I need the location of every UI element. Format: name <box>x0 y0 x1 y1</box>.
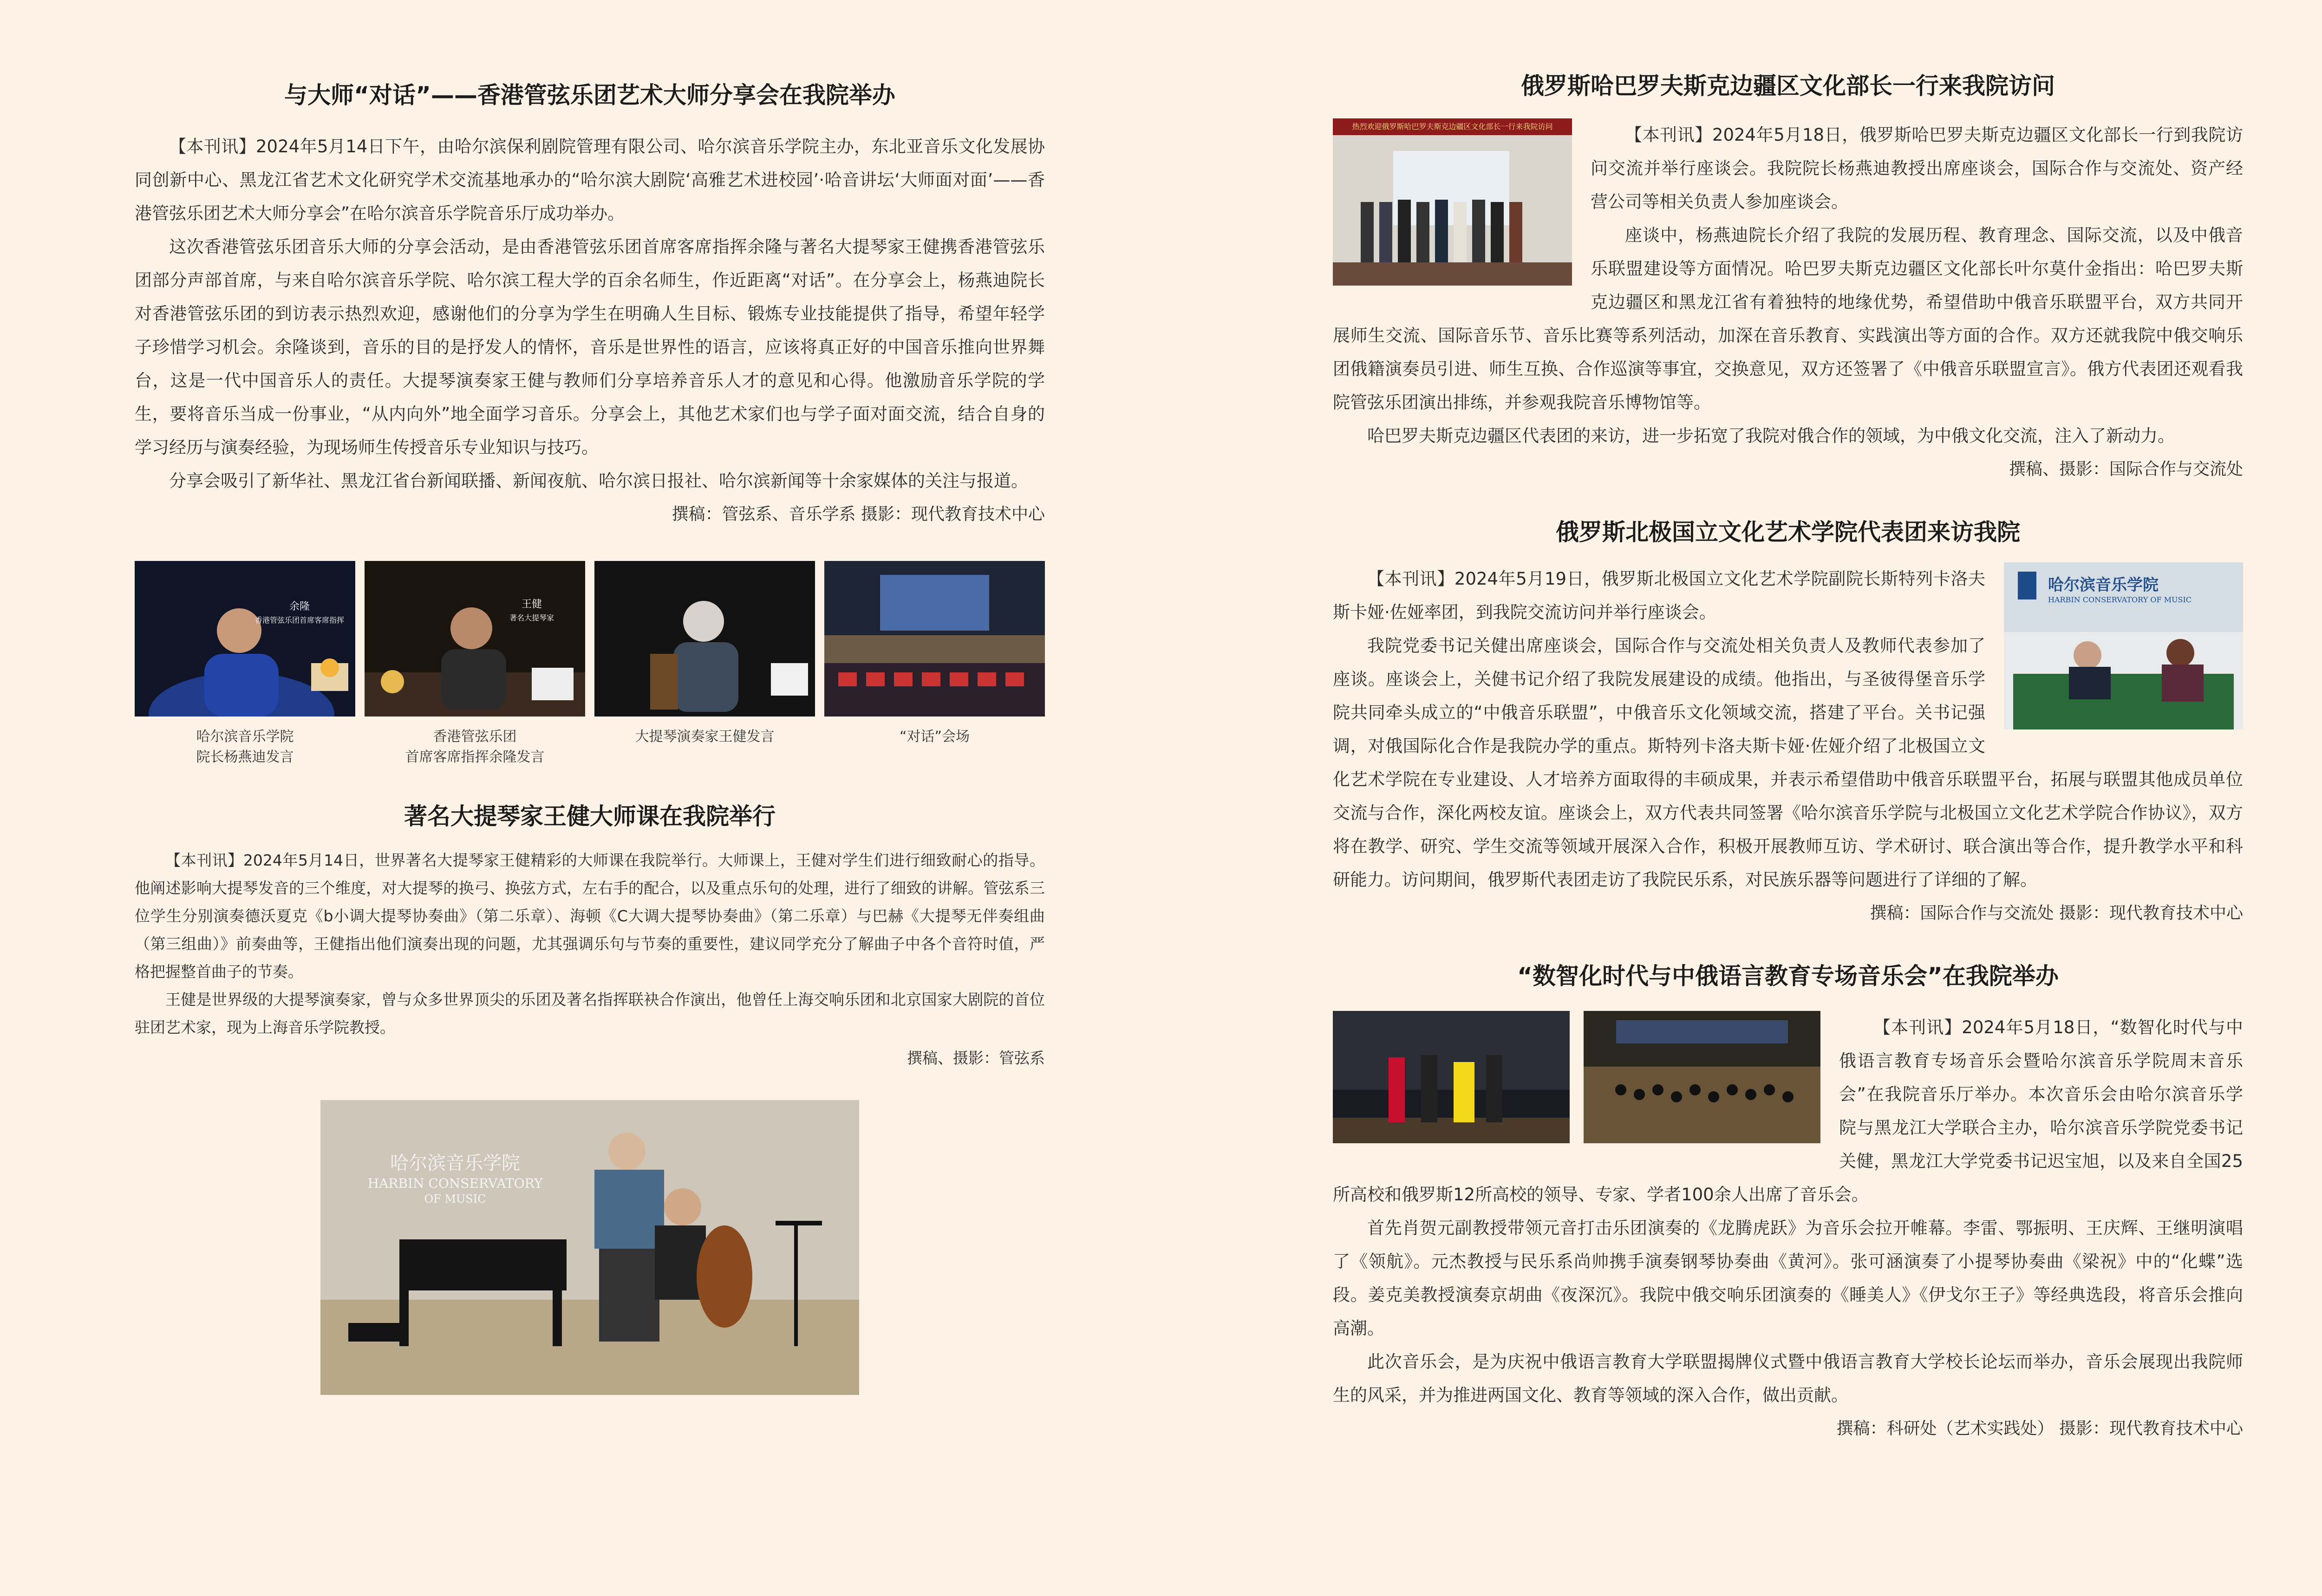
article-paragraph: 首先肖贺元副教授带领元音打击乐团演奏的《龙腾虎跃》为音乐会拉开帷幕。李雷、鄂振明、王庆辉、王继明演唱了《领航》。元杰教授与民乐系尚帅携手演奏钢琴协奏曲《黄河》。张可涵演奏了小提琴协奏曲《梁祝》中的“化蝶”选段。姜克美教授演奏京胡曲《夜深沉》。我院中俄交响乐团演奏的《睡美人》《伊戈尔王子》等经典选段，将音乐会推向高潮。 <box>1333 1218 2243 1338</box>
article-paragraph: 这次香港管弦乐团音乐大师的分享会活动，是由香港管弦乐团首席客席指挥余隆与著名大提琴家王健携香港管弦乐团部分声部首席，与来自哈尔滨音乐学院、哈尔滨工程大学的百余名师生，作近距离“对话”。在分享会上，杨燕迪院长对香港管弦乐团的到访表示热烈欢迎，感谢他们的分享为学生在明确人生目标、锻炼专业技能提供了指导，希望年轻学子珍惜学习机会。余隆谈到，音乐的目的是抒发人的情怀，音乐是世界性的语言，应该将真正好的中国音乐推向世界舞台，这是一代中国音乐人的责任。大提琴演奏家王健与教师们分享培养音乐人才的意见和心得。他激励音乐学院的学生，要将音乐当成一份事业，“从内向外”地全面学习音乐。分享会上，其他艺术家们也与学子面对面交流，结合自身的学习经历与演奏经验，为现场师生传授音乐专业知识与技巧。 <box>135 237 1045 457</box>
photo-item <box>135 561 355 768</box>
photo-masterclass <box>320 1100 859 1395</box>
article-khabarovsk-visit <box>1333 70 2243 483</box>
article-title: “数智化时代与中俄语言教育专场音乐会”在我院举办 <box>1517 963 2059 990</box>
photo-caption: 香港管弦乐团 首席客席指挥余隆发言 <box>405 729 545 765</box>
right-column <box>1333 70 2243 1443</box>
photo-label-name: 王健 <box>521 599 542 610</box>
photo-item <box>824 561 1045 768</box>
article-paragraph: 分享会吸引了新华社、黑龙江省台新闻联播、新闻夜航、哈尔滨日报社、哈尔滨新闻等十余家媒体的关注与报道。 <box>169 471 1028 491</box>
photo-item <box>594 561 815 768</box>
article-title: 俄罗斯北极国立文化艺术学院代表团来访我院 <box>1556 519 2020 546</box>
article-paragraph: 【本刊讯】2024年5月14日，世界著名大提琴家王健精彩的大师课在我院举行。大师课上，王健对学生们进行细致耐心的指导。他阐述影响大提琴发音的三个维度，对大提琴的换弓、换弦方式，左右手的配合，以及重点乐句的处理，进行了细致的讲解。管弦系三位学生分别演奏德沃夏克《b小调大提琴协奏曲》（第二乐章）、海顿《C大调大提琴协奏曲》（第二乐章）与巴赫《大提琴无伴奏组曲（第三组曲）》前奏曲等，王健指出他们演奏出现的问题，尤其强调乐句与节奏的重要性，建议同学充分了解曲子中各个音符时值，严格把握整首曲子的节奏。 <box>135 851 1045 981</box>
photo-banner-text: 热烈欢迎俄罗斯哈巴罗夫斯克边疆区文化部长一行来我院访问 <box>1352 122 1553 131</box>
article-concert <box>1333 960 2243 1443</box>
article-paragraph: 【本刊讯】2024年5月18日，俄罗斯哈巴罗夫斯克边疆区文化部长一行到我院访问交流并举行座谈会。我院院长杨燕迪教授出席座谈会，国际合作与交流处、资产经营公司等相关负责人参加座谈会。 <box>1591 125 2243 212</box>
article-credit: 撰稿：国际合作与交流处 摄影：现代教育技术中心 <box>1870 904 2243 923</box>
article-paragraph: 此次音乐会，是为庆祝中俄语言教育大学联盟揭牌仪式暨中俄语言教育大学校长论坛而举办，音乐会展现出我院师生的风采，并为推进两国文化、教育等领域的深入合作，做出贡献。 <box>1333 1352 2243 1405</box>
article-title: 与大师“对话”——香港管弦乐团艺术大师分享会在我院举办 <box>284 82 895 109</box>
article-paragraph: 我院党委书记关健出席座谈会，国际合作与交流处相关负责人及教师代表参加了座谈。座谈会上，关健书记介绍了我院发展建设的成绩。他指出，与圣彼得堡音乐学院共同牵头成立的“中俄音乐联盟”，中俄音乐文化领域交流，搭建了平台。关书记强调，对俄国际化合作是我院办学的重点。斯特列卡洛夫斯卡娅·佐娅介绍了北极国立文化艺术学院在专业建设、人才培养方面取得的丰硕成果，并表示希望借助中俄音乐联盟平台，拓展与联盟其他成员单位交流与合作，深化两校友谊。座谈会上，双方代表共同签署《哈尔滨音乐学院与北极国立文化艺术学院合作协议》，双方将在教学、研究、学生交流等领域开展深入合作，积极开展教师互访、学术研讨、联合演出等合作，提升教学水平和科研能力。访问期间，俄罗斯代表团走访了我院民乐系，对民族乐器等问题进行了详细的了解。 <box>1333 636 2243 890</box>
photo-conductor-speaking <box>365 561 585 717</box>
photo-label-role: 著名大提琴家 <box>509 613 554 622</box>
article-paragraph: 王健是世界级的大提琴演奏家，曾与众多世界顶尖的乐团及著名指挥联袂合作演出，他曾任上海交响乐团和北京国家大剧院的首位驻团艺术家，现为上海音乐学院教授。 <box>135 990 1045 1036</box>
photo-item <box>365 561 585 768</box>
article-paragraph: 【本刊讯】2024年5月18日，“数智化时代与中俄语言教育专场音乐会暨哈尔滨音乐学院周末音乐会”在我院音乐厅举办。本次音乐会由哈尔滨音乐学院与黑龙江大学联合主办，哈尔滨音乐学院党委书记关健，黑龙江大学党委书记迟宝旭，以及来自全国25所高校和俄罗斯12所高校的领导、专家、学者100余人出席了音乐会。 <box>1333 1017 2243 1205</box>
photo-cellist-speaking <box>594 561 815 717</box>
article-title: 俄罗斯哈巴罗夫斯克边疆区文化部长一行来我院访问 <box>1521 72 2055 99</box>
article-paragraph: 座谈中，杨燕迪院长介绍了我院的发展历程、教育理念、国际交流，以及中俄音乐联盟建设等方面情况。哈巴罗夫斯克边疆区文化部长叶尔莫什金指出：哈巴罗夫斯克边疆区和黑龙江省有着独特的地缘优势，希望借助中俄音乐联盟平台，双方共同开展师生交流、国际音乐节、音乐比赛等系列活动，加深在音乐教育、实践演出等方面的合作。双方还就我院中俄交响乐团俄籍演奏员引进、师生互换、合作巡演等事宜，交换意见，双方还签署了《中俄音乐联盟宣言》。俄方代表团还观看我院管弦乐团演出排练，并参观我院音乐博物馆等。 <box>1333 225 2243 412</box>
photo-concert-orchestra <box>1584 1011 1820 1143</box>
photo-wall-sign <box>334 1151 576 1206</box>
photo-khabarovsk-group <box>1333 118 1572 286</box>
sign-cn: 哈尔滨音乐学院 <box>2048 576 2159 594</box>
photo-sign <box>2048 575 2234 605</box>
article-paragraph: 【本刊讯】2024年5月14日下午，由哈尔滨保利剧院管理有限公司、哈尔滨音乐学院主办，东北亚音乐文化发展协同创新中心、黑龙江省艺术文化研究学术交流基地承办的“哈尔滨大剧院‘高雅艺术进校园’·哈音讲坛‘大师面对面’——香港管弦乐团艺术大师分享会”在哈尔滨音乐学院音乐厅成功举办。 <box>135 137 1045 223</box>
photo-concert-singers <box>1333 1011 1570 1143</box>
photo-caption: 哈尔滨音乐学院 院长杨燕迪发言 <box>196 729 294 765</box>
article-arctic-delegation <box>1333 516 2243 927</box>
article-masters-dialogue <box>135 79 1045 768</box>
article-credit: 撰稿、摄影：国际合作与交流处 <box>2009 460 2243 479</box>
wall-sign-cn: 哈尔滨音乐学院 <box>390 1153 520 1174</box>
photo-label-role: 香港管弦乐团首席客席指挥 <box>254 616 344 625</box>
photo-dialogue-venue <box>824 561 1045 717</box>
sign-en: HARBIN CONSERVATORY OF MUSIC <box>2048 595 2192 604</box>
photo-label-name: 余隆 <box>289 601 310 612</box>
photo-signing-ceremony <box>2004 562 2243 730</box>
article-paragraph: 【本刊讯】2024年5月19日，俄罗斯北极国立文化艺术学院副院长斯特列卡洛夫斯卡娅·佐娅率团，到我院交流访问并举行座谈会。 <box>1333 569 1985 622</box>
wall-sign-en: HARBIN CONSERVATORY <box>367 1176 543 1191</box>
photo-strip <box>135 561 1045 768</box>
article-credit: 撰稿：科研处（艺术实践处） 摄影：现代教育技术中心 <box>1836 1419 2243 1438</box>
photo-caption: “对话”会场 <box>899 729 970 745</box>
article-cello-masterclass <box>135 800 1045 1395</box>
left-column <box>135 79 1045 1395</box>
concert-photos <box>1333 1011 1820 1143</box>
article-credit: 撰稿：管弦系、音乐学系 摄影：现代教育技术中心 <box>672 505 1045 524</box>
article-credit: 撰稿、摄影：管弦系 <box>907 1049 1045 1067</box>
wall-sign-en2: OF MUSIC <box>424 1192 486 1205</box>
photo-dean-speaking <box>135 561 355 717</box>
article-title: 著名大提琴家王健大师课在我院举行 <box>404 803 776 830</box>
article-paragraph: 哈巴罗夫斯克边疆区代表团的来访，进一步拓宽了我院对俄合作的领域，为中俄文化交流，注入了新动力。 <box>1367 426 2175 446</box>
photo-caption: 大提琴演奏家王健发言 <box>635 729 775 745</box>
